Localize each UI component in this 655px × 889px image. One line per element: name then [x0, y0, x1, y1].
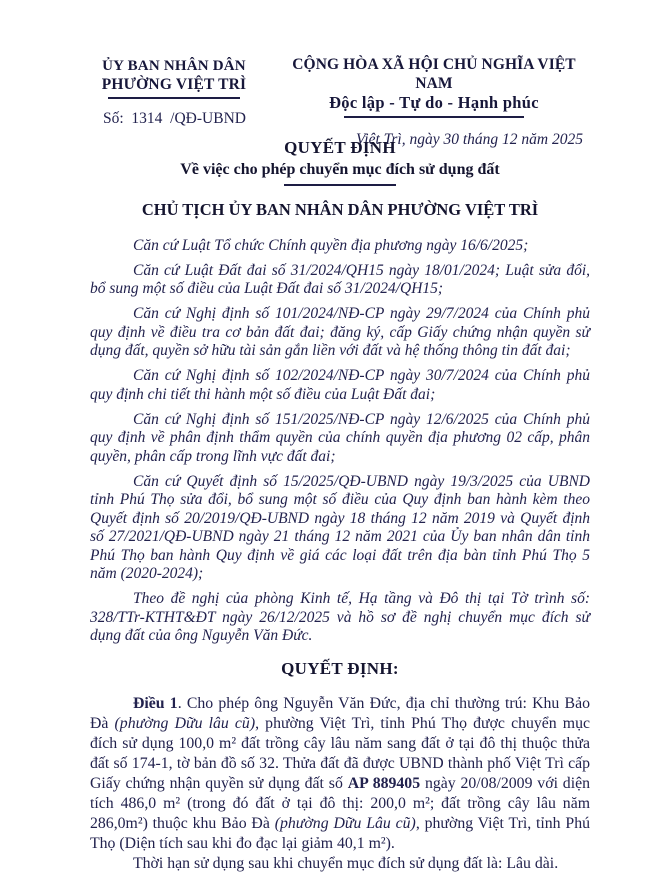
- preamble-section: [90, 237, 590, 646]
- article-1-certificate-number: AP 889405: [347, 774, 421, 792]
- issuer-underline: [108, 97, 240, 99]
- article-1-text-a: . Cho phép ông Nguyễn Văn Đức, địa chỉ thường trú: Khu Bảo Đà: [90, 694, 590, 732]
- article-1-paragraph: [90, 694, 590, 854]
- national-motto-line: Độc lập - Tự do - Hạnh phúc: [329, 93, 539, 112]
- article-1-old-ward-note-1: (phường Dữu lâu cũ): [114, 714, 256, 732]
- preamble-paragraph-3: Căn cứ Nghị định số 101/2024/NĐ-CP ngày 29/7/2024 của Chính phủ quy định về điều tra cơ bản đất đai; đăng ký, cấp Giấy chứng nhận quyền sử dụng đất, quyền sở hữu tài sản gắn liền với đất và hệ thống thông tin đất đai;: [90, 305, 590, 359]
- article-1-text-d: , phường Việt Trì, tỉnh Phú Thọ (Diện tích sau khi đo đạc lại giảm 40,1 m²).: [90, 814, 591, 852]
- authority-heading: CHỦ TỊCH ỦY BAN NHÂN DÂN PHƯỜNG VIỆT TRÌ: [141, 199, 539, 219]
- preamble-paragraph-6: Căn cứ Quyết định số 15/2025/QĐ-UBND ngày 19/3/2025 của UBND tỉnh Phú Thọ sửa đổi, bổ sung một số điều của Quy định ban hành kèm theo Quyết định số 20/2019/QĐ-UBND ngày 18 tháng 12 năm 2019 và Quyết định số 27/2021/QĐ-UBND ngày 21 tháng 12 năm 2021 của Ủy ban nhân dân tỉnh Phú Thọ ban hành Quy định về giá các loại đất trên địa bàn tỉnh Phú Thọ 5 năm (2020-2024);: [90, 472, 590, 582]
- decision-word-heading: QUYẾT ĐỊNH:: [281, 658, 399, 678]
- issuer-line2: PHƯỜNG VIỆT TRÌ: [101, 76, 247, 93]
- document-body: [90, 138, 590, 874]
- preamble-paragraph-7: Theo đề nghị của phòng Kinh tế, Hạ tầng và Đô thị tại Tờ trình số: 328/TTr-KTHT&ĐT ngày 26/12/2025 và hồ sơ đề nghị chuyển mục đích sử dụng đất của ông Nguyễn Văn Đức.: [90, 590, 590, 644]
- article-1-old-ward-note-2: (phường Dữu Lâu cũ): [274, 814, 416, 832]
- issuing-authority-block: [58, 57, 290, 128]
- issuer-line1: ỦY BAN NHÂN DÂN: [102, 58, 246, 74]
- decision-subtitle: Về việc cho phép chuyển mục đích sử dụng đất: [180, 161, 500, 178]
- article-1-label: Điều 1: [133, 694, 178, 712]
- preamble-paragraph-4: Căn cứ Nghị định số 102/2024/NĐ-CP ngày 30/7/2024 của Chính phủ quy định chi tiết thi hành một số điều của Luật Đất đai;: [90, 367, 590, 403]
- place-and-date: Việt Trì, ngày 30 tháng 12 năm 2025: [355, 131, 583, 148]
- motto-underline: [344, 116, 524, 118]
- document-number: Số: 1314 /QĐ-UBND: [103, 110, 246, 127]
- preamble-paragraph-1: Căn cứ Luật Tổ chức Chính quyền địa phương ngày 16/6/2025;: [133, 236, 529, 254]
- preamble-paragraph-5: Căn cứ Nghị định số 151/2025/NĐ-CP ngày 12/6/2025 của Chính phủ quy định về phân định thẩm quyền của chính quyền địa phương 02 cấp, phân quyền, phân cấp trong lĩnh vực đất đai;: [90, 410, 590, 465]
- article-1-text-b: , phường Việt Trì, tỉnh Phú Thọ được chuyển mục đích sử dụng 100,0 m² đất trồng cây lâu năm sang đất ở tại đô thị thuộc thửa đất số 174-1, tờ bản đồ số 32. Thửa đất đã được UBND thành phố Việt Trì cấp Giấy chứng nhận quyền sử dụng đất số: [90, 714, 591, 792]
- preamble-paragraph-2: Căn cứ Luật Đất đai số 31/2024/QH15 ngày 18/01/2024; Luật sửa đổi, bổ sung một số điều của Luật Đất đai số 31/2024/QH15;: [90, 261, 590, 297]
- national-motto-block: [283, 55, 585, 149]
- land-use-term-line: Thời hạn sử dụng sau khi chuyển mục đích sử dụng đất là: Lâu dài.: [133, 854, 559, 872]
- decision-title: QUYẾT ĐỊNH: [284, 138, 396, 157]
- article-1-text-c: ngày 20/08/2009 với diện tích 486,0 m² (trong đó đất ở tại đô thị: 200,0 m²; đất trồng cây lâu năm 286,0m²) thuộc khu Bảo Đà: [90, 774, 590, 832]
- national-name-line: CỘNG HÒA XÃ HỘI CHỦ NGHĨA VIỆT NAM: [292, 56, 576, 92]
- subtitle-underline: [284, 184, 396, 186]
